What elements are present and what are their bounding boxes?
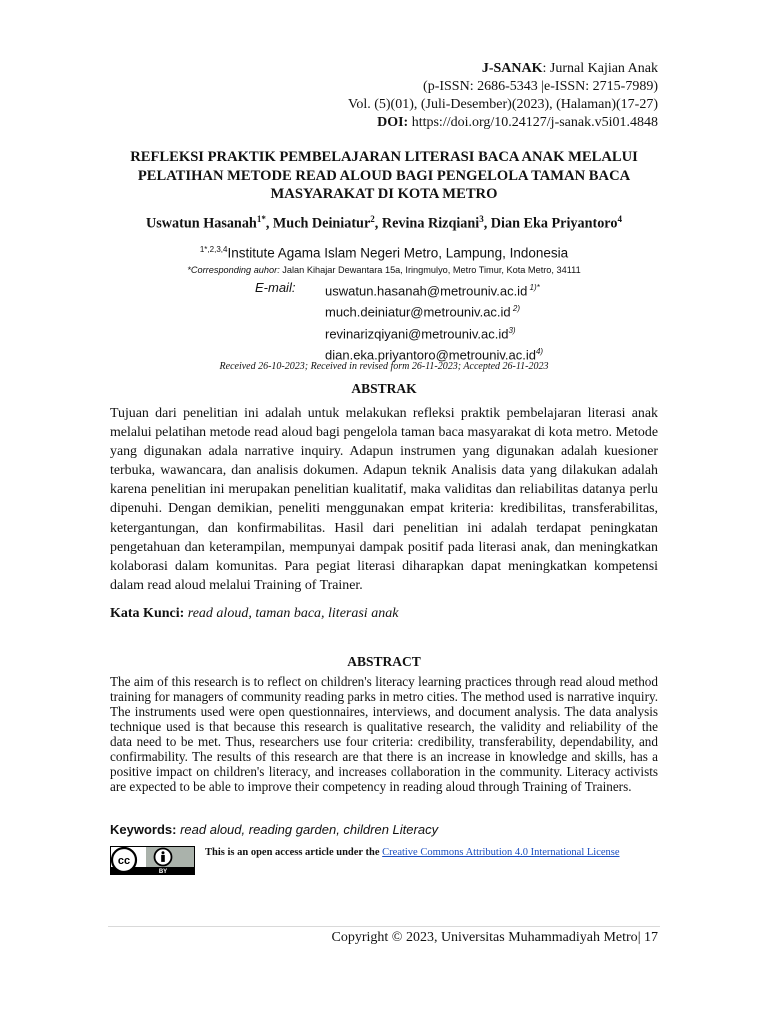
cc-by-license-icon[interactable] — [110, 846, 195, 875]
abstract-body: The aim of this research is to reflect on children's literacy learning practices through read aloud method training for managers of community reading parks in metro cities. The method used is narrative inquiry. The instruments used were open questionnaires, interviews, and document analysis. The data analysis technique used is that because this research is qualitative research, the validity and reliability of the data need to be met. Thus, researchers use four criteria: credibility, transferability, dependability, and confirmability. The results of this research are that there is an increase in knowledge and skills, has a positive impact on children's literacy, and increases collaboration in the community. Literacy activists are expected to be able to improve their competency in reading aloud through Training of Trainers. — [110, 674, 658, 795]
email-row — [255, 300, 543, 321]
page-number: 17 — [640, 930, 658, 945]
corresponding-label: *Corresponding auhor: — [187, 265, 280, 275]
svg-text:cc: cc — [117, 855, 131, 868]
kata-kunci-value: read aloud, taman baca, literasi anak — [184, 606, 399, 621]
journal-issn: (p-ISSN: 2686-5343 |e-ISSN: 2715-7989) — [423, 79, 658, 94]
email-list — [255, 279, 543, 364]
email-address[interactable]: much.deiniatur@metrouniv.ac.id $^{2)}$ — [325, 304, 520, 320]
footer-divider — [108, 926, 660, 927]
email-label: E-mail: — [255, 280, 296, 295]
author-superscript: 4 — [617, 214, 622, 224]
affiliation — [108, 245, 660, 261]
doi-value: https://doi.org/10.24127/j-sanak.v5i01.4848 — [408, 115, 658, 130]
journal-title-line — [348, 60, 658, 78]
footer-separator: | — [637, 930, 641, 945]
author-name: Revina Rizqiani — [381, 215, 480, 232]
author-separator: , — [265, 215, 273, 232]
keywords-label: Keywords: — [110, 822, 177, 837]
license-notice — [205, 847, 620, 858]
affiliation-text: Institute Agama Islam Negeri Metro, Lampung, Indonesia — [227, 245, 569, 261]
keywords-value: read aloud, reading garden, children Literacy — [176, 822, 439, 837]
author-separator: , — [483, 215, 491, 232]
cc-badge-text: BY — [158, 869, 168, 875]
email-row — [255, 322, 543, 343]
journal-doi — [348, 114, 658, 132]
author-superscript: 3 — [479, 214, 484, 224]
journal-volume: Vol. (5)(01), (Juli-Desember)(2023), (Halaman)(17-27) — [348, 97, 658, 112]
journal-name: J-SANAK — [481, 61, 543, 76]
corresponding-address: Jalan Kihajar Dewantara 15a, Iringmulyo, Metro Timur, Kota Metro, 34111 — [279, 265, 581, 275]
author-superscript: 1* — [256, 214, 266, 224]
author-superscript: 2 — [370, 214, 375, 224]
author-name: Much Deiniatur — [272, 215, 371, 232]
corresponding-author — [108, 265, 660, 275]
kata-kunci-label: Kata Kunci: — [110, 606, 185, 621]
email-address[interactable]: $revinarizqiyani@metrouniv.ac.id^{3)}$ — [325, 325, 516, 341]
email-address[interactable]: $dian.eka.priyantoro@metrouniv.ac.id^{4)}$ — [325, 346, 544, 363]
author-name: Uswatun Hasanah — [146, 215, 257, 232]
email-row — [255, 279, 543, 300]
journal-subtitle: : Jurnal Kajian Anak — [542, 61, 658, 76]
article-title: REFLEKSI PRAKTIK PEMBELAJARAN LITERASI BACA ANAK MELALUI PELATIHAN METODE READ ALOUD BAGI PENGELOLA TAMAN BACA MASYARAKAT DI KOTA METRO — [130, 149, 638, 202]
author-name: Dian Eka Priyantoro — [490, 215, 618, 232]
doi-label: DOI: — [377, 115, 409, 130]
abstrak-body: Tujuan dari penelitian ini adalah untuk melakukan refleksi praktik pembelajaran literasi anak melalui pelatihan metode read aloud bagi pengelola taman baca masyarakat di kota metro. Metode yang digunakan adala narrative inquiry. Adapun instrumen yang digunakan adalah kuesioner terbuka, wawancara, dan analisis dokumen. Adapun teknik Analisis data yang dilakukan adalah karena penelitian ini merupakan penelitian kualitatif, maka validitas dan reliabilitas datanya perlu dipenuhi. Dengan demikian, peneliti menggunakan empat kriteria: kredibilitas, transferabilitas, ketergantungan, dan konfirmabilitas. Hasil dari penelitian ini adalah terdapat peningkatan pengetahuan dan keterampilan, mempunyai dampak positif pada literasi anak, dan meningkatkan kolaborasi dalam komunitas. Para pegiat literasi diharapkan dapat meningkatkan kompetensi dalam read aloud melalui Training of Trainer. — [110, 406, 658, 593]
author-separator: , — [374, 215, 382, 232]
keywords — [110, 822, 438, 837]
footer-copyright: Copyright © 2023, Universitas Muhammadiyah Metro — [331, 930, 638, 945]
kata-kunci — [110, 606, 398, 622]
abstract-heading: ABSTRACT — [347, 654, 421, 669]
affiliation-superscript: 1*,2,3,4 — [199, 245, 228, 254]
author-list — [108, 214, 660, 233]
abstrak-heading: ABSTRAK — [351, 381, 417, 396]
email-address[interactable]: uswatun.hasanah@metrouniv.ac.id $^{1)*}$ — [325, 283, 540, 299]
license-link[interactable]: Creative Commons Attribution 4.0 International License — [382, 847, 620, 858]
received-dates: Received 26-10-2023; Received in revised form 26-11-2023; Accepted 26-11-2023 — [219, 361, 549, 372]
journal-header — [348, 60, 658, 132]
page-footer — [332, 930, 658, 946]
license-text: This is an open access article under the — [205, 847, 383, 858]
